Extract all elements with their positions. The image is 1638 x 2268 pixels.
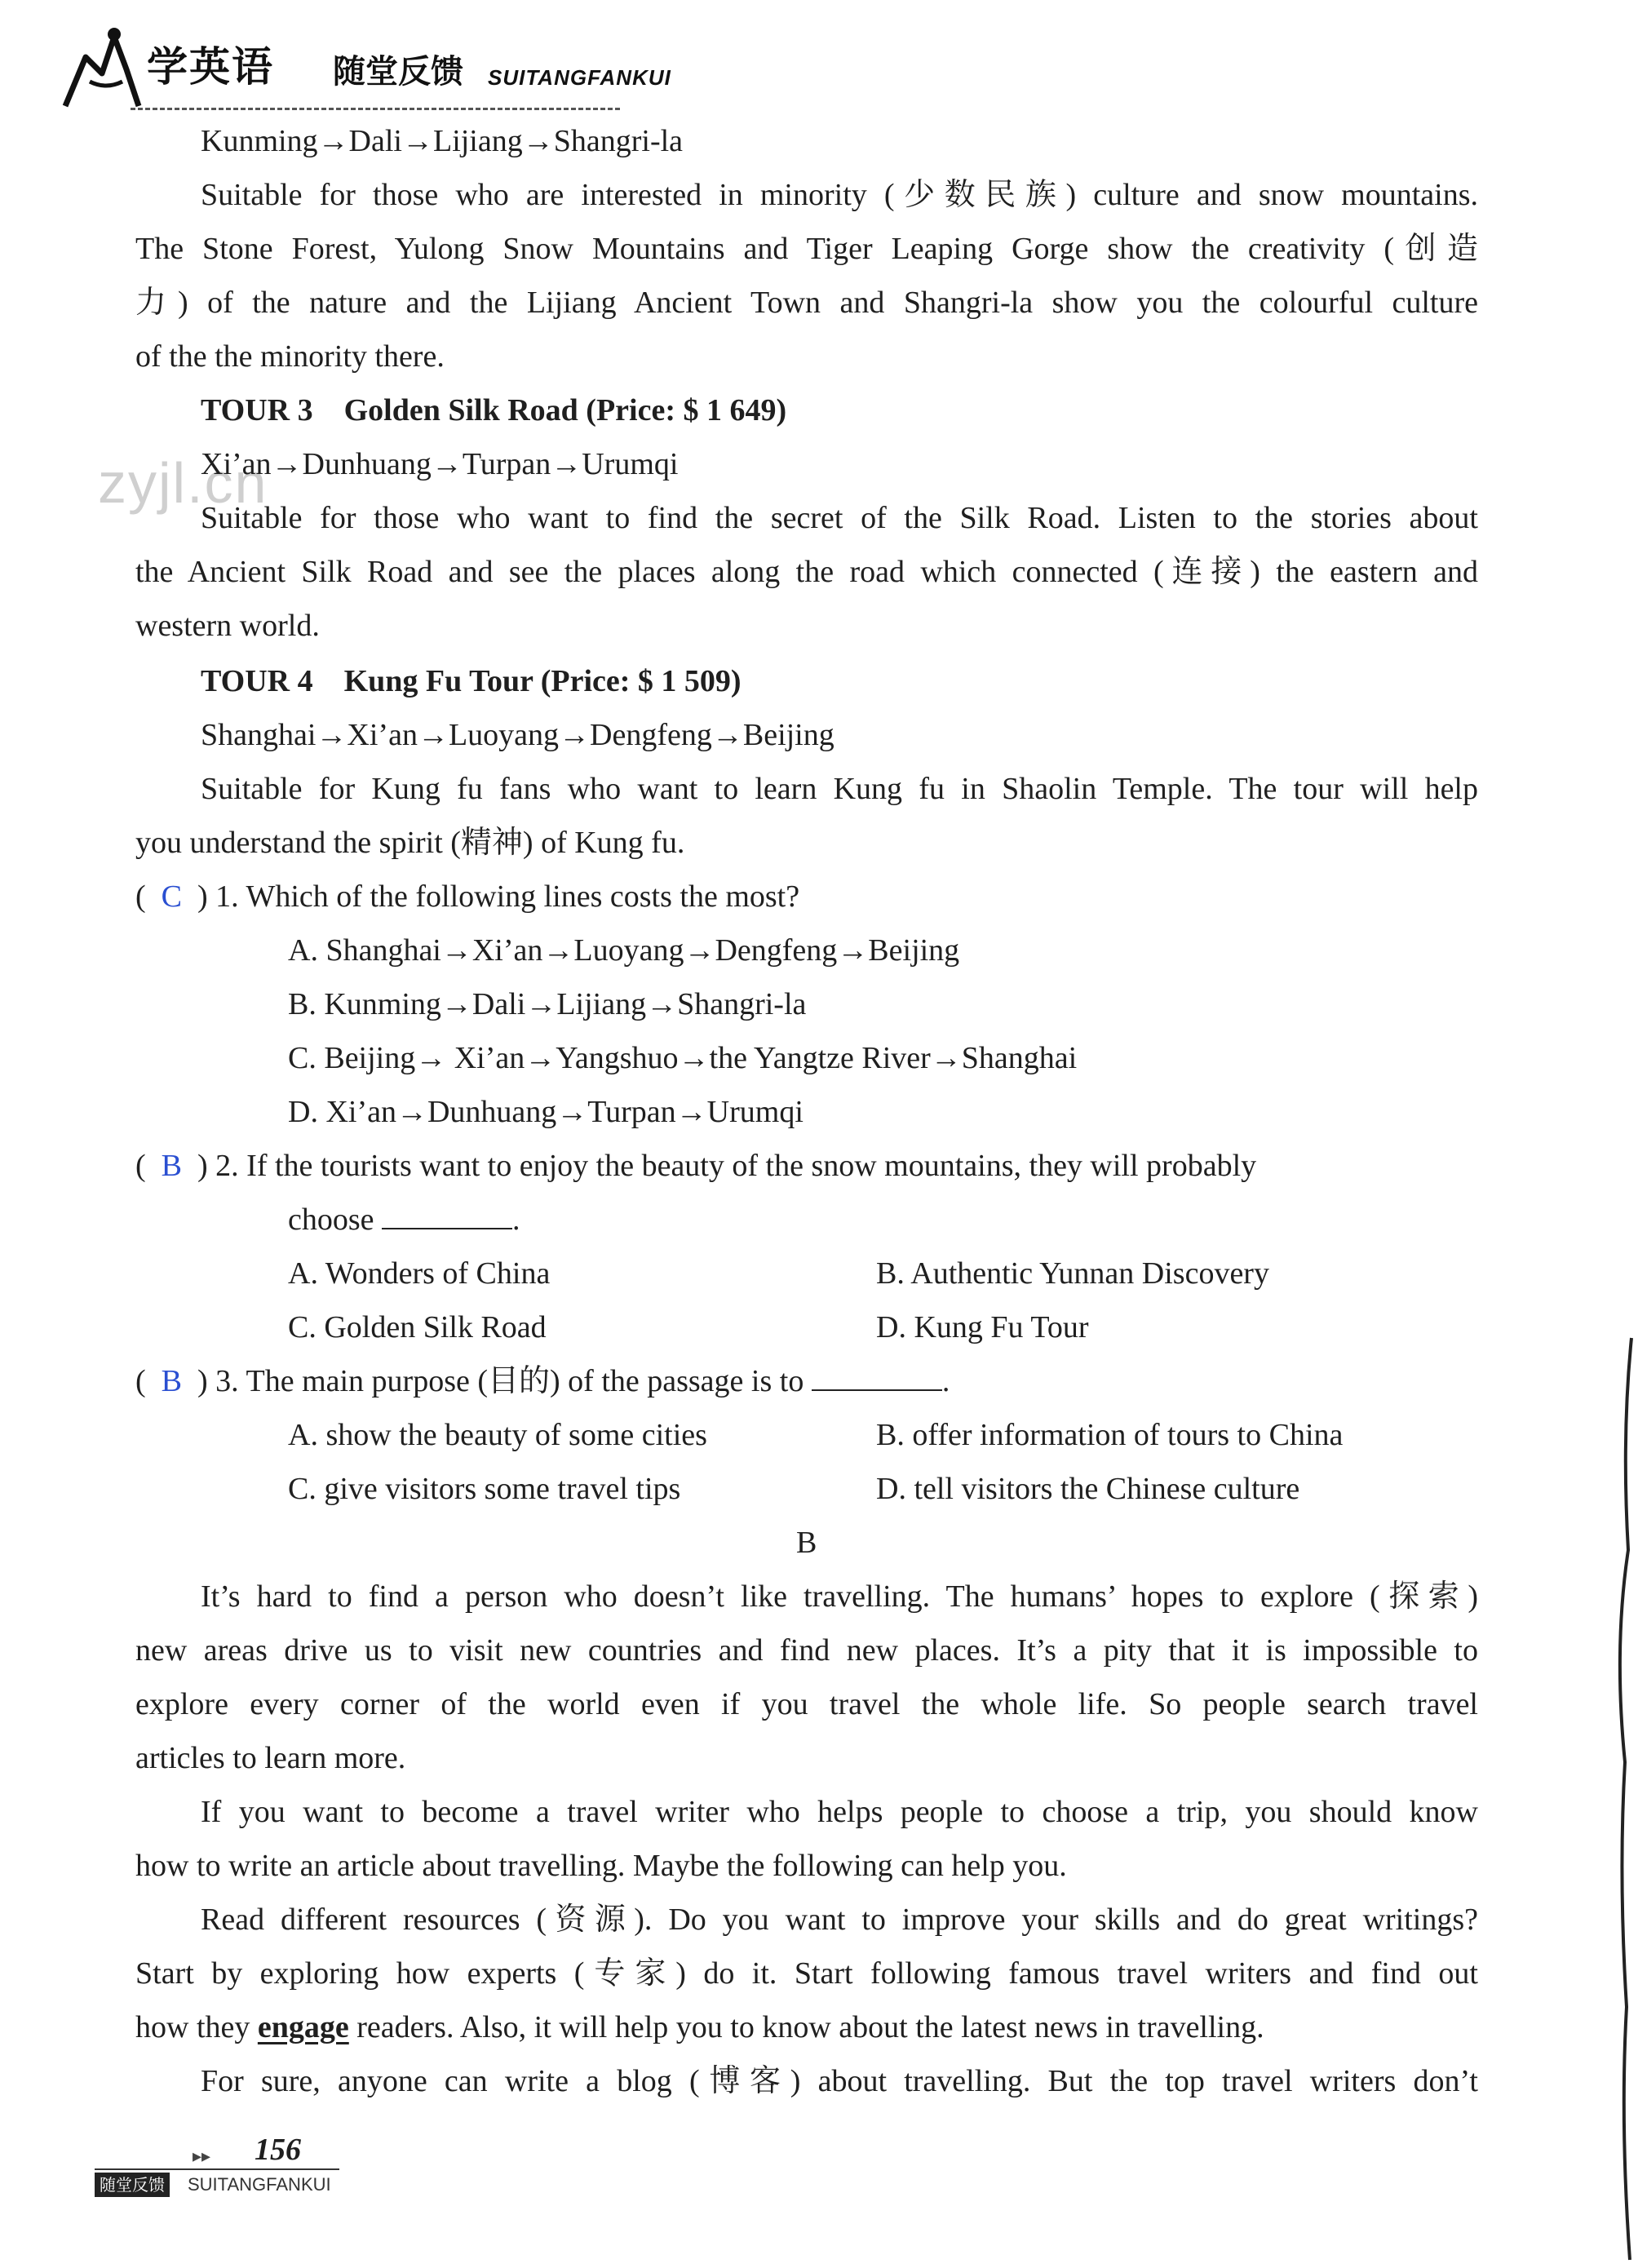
tour4-desc-line: you understand the spirit (精神) of Kung fu. bbox=[135, 826, 685, 860]
answer-bracket: ( bbox=[135, 1364, 162, 1398]
tour2-desc-line: The Stone Forest, Yulong Snow Mountains and Tiger Leaping Gorge show the creativity (创造 bbox=[135, 232, 1478, 266]
paragraph-line: explore every corner of the world even if you travel the whole life. So people search travel bbox=[135, 1687, 1478, 1721]
question-2 bbox=[135, 1147, 1478, 1185]
answer-bracket: ( bbox=[135, 1149, 162, 1183]
option: A. Shanghai→Xi’an→Luoyang→Dengfeng→Beijing bbox=[288, 933, 960, 968]
highlighted-word: engage bbox=[257, 2010, 349, 2044]
question-3: ( B ) 3. The main purpose (目的) of the passage is to . bbox=[135, 1364, 950, 1398]
scan-edge-mark bbox=[1589, 1305, 1638, 2268]
answer-bracket: ( bbox=[135, 879, 162, 914]
header-title-en: SUITANGFANKUI bbox=[488, 65, 671, 90]
paragraph-line: For sure, anyone can write a blog (博客) about travelling. But the top travel writers don’t bbox=[201, 2064, 1478, 2098]
option: D. Kung Fu Tour bbox=[876, 1310, 1089, 1344]
tour4-heading: TOUR 4 Kung Fu Tour (Price: $ 1 509) bbox=[201, 664, 742, 698]
option: D. Xi’an→Dunhuang→Turpan→Urumqi bbox=[288, 1095, 804, 1129]
question-1 bbox=[135, 878, 799, 915]
option: A. show the beauty of some cities bbox=[288, 1418, 707, 1452]
option: B. Authentic Yunnan Discovery bbox=[876, 1256, 1269, 1291]
climber-logo-icon bbox=[57, 24, 147, 114]
page-header bbox=[57, 16, 671, 114]
answer-bracket: ) bbox=[182, 1149, 216, 1183]
question-stem: 2. If the tourists want to enjoy the beauty of the snow mountains, they will probably bbox=[215, 1149, 1257, 1183]
option: C. give visitors some travel tips bbox=[288, 1472, 681, 1506]
option: D. tell visitors the Chinese culture bbox=[876, 1472, 1300, 1506]
tour3-heading: TOUR 3 Golden Silk Road (Price: $ 1 649) bbox=[201, 393, 787, 427]
option: C. Golden Silk Road bbox=[288, 1310, 547, 1344]
tour2-desc-line: of the the minority there. bbox=[135, 339, 445, 374]
paragraph-line: It’s hard to find a person who doesn’t like travelling. The humans’ hopes to explore (探索) bbox=[201, 1579, 1478, 1614]
question-2-stem-cont: choose . bbox=[288, 1203, 520, 1237]
tour2-route: Kunming→Dali→Lijiang→Shangri-la bbox=[201, 124, 684, 158]
option: C. Beijing→ Xi’an→Yangshuo→the Yangtze River→Shanghai bbox=[288, 1041, 1078, 1075]
watermark: zyjl.cn bbox=[98, 451, 268, 515]
answer-letter: B bbox=[161, 1149, 183, 1183]
answer-bracket: ) bbox=[182, 1364, 216, 1398]
question-stem: 3. The main purpose (目的) of the passage is to bbox=[215, 1364, 804, 1398]
question-stem: choose bbox=[288, 1203, 374, 1237]
answer-letter: B bbox=[161, 1364, 183, 1398]
answer-bracket: ) bbox=[182, 879, 216, 914]
answer-letter: C bbox=[161, 879, 183, 914]
tour3-route: Xi’an→Dunhuang→Turpan→Urumqi bbox=[201, 447, 679, 481]
paragraph-line: Read different resources (资源). Do you want to improve your skills and do great writings? bbox=[201, 1903, 1478, 1937]
tour3-desc-line: Suitable for those who want to find the secret of the Silk Road. Listen to the stories about bbox=[201, 501, 1478, 535]
option: B. Kunming→Dali→Lijiang→Shangri-la bbox=[288, 987, 807, 1021]
footer-brand: SUITANGFANKUI bbox=[188, 2174, 331, 2195]
tour3-desc-line: western world. bbox=[135, 609, 320, 643]
text-span: readers. Also, it will help you to know about the latest news in travelling. bbox=[356, 2010, 1264, 2044]
footer-badge: 随堂反馈 bbox=[95, 2173, 170, 2197]
tour4-route: Shanghai→Xi’an→Luoyang→Dengfeng→Beijing bbox=[201, 718, 834, 752]
paragraph-line: Start by exploring how experts (专家) do it. Start following famous travel writers and find out bbox=[135, 1956, 1478, 1991]
header-title-cn: 学英语 bbox=[147, 43, 274, 91]
question-stem: 1. Which of the following lines costs the most? bbox=[215, 879, 800, 914]
header-title-cn-2: 随堂反馈 bbox=[333, 53, 463, 91]
paragraph-line bbox=[135, 2009, 1264, 2046]
option: B. offer information of tours to China bbox=[876, 1418, 1344, 1452]
paragraph-line: If you want to become a travel writer who helps people to choose a trip, you should know bbox=[201, 1795, 1478, 1829]
header-divider bbox=[131, 108, 620, 110]
paragraph-line: how to write an article about travelling. Maybe the following can help you. bbox=[135, 1849, 1067, 1883]
answer-blank bbox=[812, 1365, 942, 1391]
paragraph-line: new areas drive us to visit new countries and find new places. It’s a pity that it is impossible to bbox=[135, 1633, 1478, 1668]
tour4-desc-line: Suitable for Kung fu fans who want to learn Kung fu in Shaolin Temple. The tour will help bbox=[201, 772, 1478, 806]
tour3-desc-line: the Ancient Silk Road and see the places along the road which connected (连接) the eastern and bbox=[135, 555, 1478, 589]
page-number: 156 bbox=[255, 2133, 301, 2167]
text-span: how they bbox=[135, 2010, 250, 2044]
option: A. Wonders of China bbox=[288, 1256, 551, 1291]
tour2-desc-line: Suitable for those who are interested in minority (少数民族) culture and snow mountains. bbox=[201, 178, 1478, 212]
tour2-desc-line: 力) of the nature and the Lijiang Ancient Town and Shangri-la show you the colourful culture bbox=[135, 286, 1478, 320]
double-arrow-icon: ▸▸ bbox=[193, 2146, 211, 2166]
section-label: B bbox=[796, 1526, 817, 1560]
paragraph-line: articles to learn more. bbox=[135, 1741, 406, 1775]
answer-blank bbox=[382, 1203, 512, 1229]
footer-divider bbox=[95, 2168, 339, 2170]
